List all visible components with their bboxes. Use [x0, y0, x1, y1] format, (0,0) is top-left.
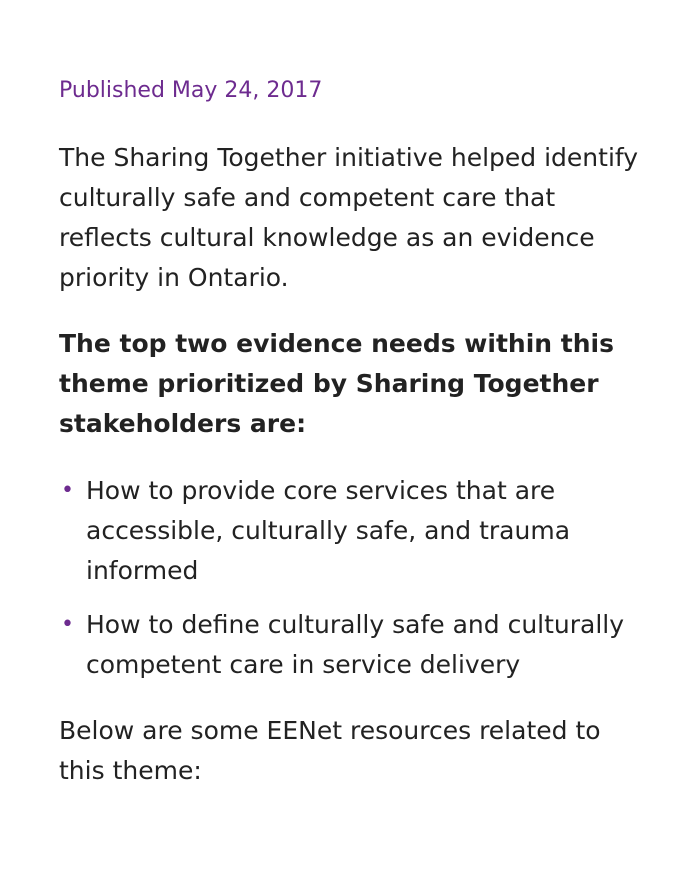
bullet-icon: • — [61, 478, 74, 503]
bullet-icon: • — [61, 612, 74, 637]
list-item — [59, 471, 640, 591]
list-item-text: How to provide core services that are accessible, culturally safe, and trauma informed — [86, 476, 571, 585]
list-item — [59, 605, 640, 685]
evidence-needs-list — [59, 471, 640, 685]
intro-paragraph: The Sharing Together initiative helped identify culturally safe and competent care that reflects cultural knowledge as an evidence priority in Ontario. — [59, 143, 639, 292]
list-item-text: How to define culturally safe and culturally competent care in service delivery — [86, 610, 625, 679]
evidence-needs-heading: The top two evidence needs within this theme prioritized by Sharing Together stakeholders are: — [59, 329, 614, 438]
published-date: Published May 24, 2017 — [59, 78, 323, 103]
resources-paragraph: Below are some EENet resources related to this theme: — [59, 716, 601, 785]
